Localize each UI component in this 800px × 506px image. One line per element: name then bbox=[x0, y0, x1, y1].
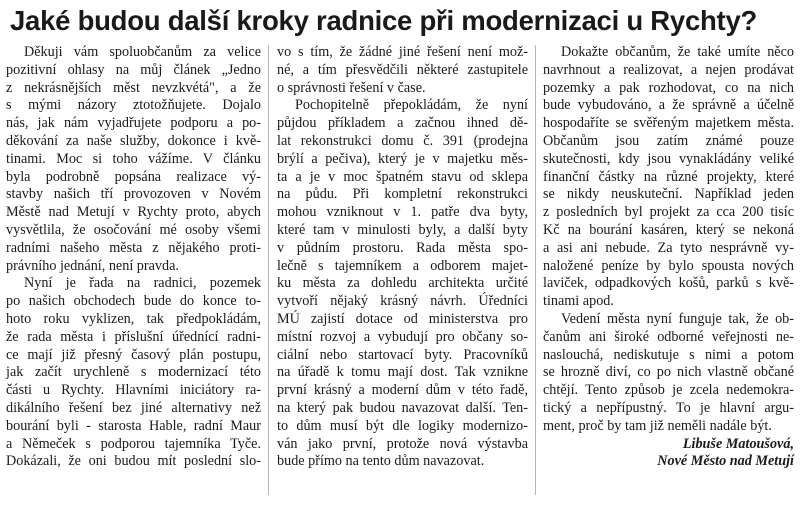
text-line: na půdu. Při kompletní rekonstrukci bbox=[277, 186, 528, 203]
text-line: právního jednání, není pravda. bbox=[6, 257, 179, 274]
text-line: pozemky a pak rozhodovat, co na nich bbox=[543, 79, 794, 96]
text-line: na úřadě k tomu mají dost. Tak vznikne bbox=[277, 364, 528, 381]
text-line: ment, proč by tam již neměli nadále být. bbox=[543, 417, 772, 434]
author-signature: Nové Město nad Metují bbox=[657, 453, 794, 470]
author-signature: Libuše Matoušová, bbox=[682, 435, 794, 452]
text-line: bude vybudováno, a že správně a účelně bbox=[543, 97, 794, 114]
text-line: lat rekonstrukci domu č. 391 (prodejna bbox=[277, 132, 528, 149]
text-line: Nyní je řada na radnici, pozemek bbox=[24, 275, 261, 292]
text-line: bude přímo na tento dům navazovat. bbox=[277, 453, 485, 470]
text-line: MÚ zajistí dotace od ministerstva pro bbox=[277, 310, 528, 327]
text-line: jak začít urychleně s modernizací této bbox=[6, 364, 261, 381]
text-line: byla podrobně popsána realizace vý- bbox=[6, 168, 261, 185]
text-line: brýlí a pečiva), který je v majetku měs- bbox=[277, 150, 528, 167]
text-line: z posledních byl projekt za cca 200 tisíc bbox=[543, 204, 794, 221]
text-line: chtějí. Tento způsob je zcela nedemokra- bbox=[543, 382, 794, 399]
text-line: tinami. Moc si toho vážíme. V článku bbox=[6, 150, 261, 167]
text-line: Městě nad Metují v Rychty proto, abych bbox=[6, 204, 261, 221]
text-line: ván jako první, protože nová výstavba bbox=[277, 435, 528, 452]
text-line: po našich obchodech bude do konce to- bbox=[6, 293, 261, 310]
text-line: hospodaříte se svěřeným majetkem města. bbox=[543, 115, 794, 132]
text-line: první krásný a moderní dům v této řadě, bbox=[277, 382, 528, 399]
text-line: naslouchá, nediskutuje s nimi a potom bbox=[543, 346, 794, 363]
text-line: v půdním prostoru. Rada města spo- bbox=[277, 239, 528, 256]
text-line: děkování za naše služby, dokonce i kvě- bbox=[6, 132, 261, 149]
article-column-2 bbox=[277, 44, 528, 471]
text-line: navrhnout a realizovat, a nejen prodávat bbox=[543, 61, 794, 78]
text-line: z nekrásnějších měst nevzkvétá", a že bbox=[6, 79, 261, 96]
text-line: Vedení města nyní funguje tak, že ob- bbox=[561, 310, 794, 327]
text-line: Dokázali, že oni budou mít poslední slo- bbox=[6, 453, 261, 470]
text-line: části u Rychty. Hlavními iniciátory ra- bbox=[6, 382, 261, 399]
text-line: vytvoří nějaký krásný návrh. Úředníci bbox=[277, 293, 528, 310]
text-line: o správnosti řešení v čase. bbox=[277, 79, 426, 96]
text-line: na který pak budou navazovat další. Ten- bbox=[277, 399, 528, 416]
text-line: stavby našich tří provozoven v Novém bbox=[6, 186, 261, 203]
text-line: vo s tím, že žádné jiné řešení není mož- bbox=[277, 44, 528, 60]
text-line: Dokažte občanům, že také umíte něco bbox=[561, 44, 794, 60]
text-line: to dům musí být dle logiky modernizo- bbox=[277, 417, 528, 434]
text-line: ta a je v moc špatném stavu od sklepa bbox=[277, 168, 528, 185]
text-line: vysvětlila, že osočování mé osoby všemi bbox=[6, 221, 261, 238]
text-line: čanům ani široké odborné veřejnosti ne- bbox=[543, 328, 794, 345]
text-line: né, a tím přesvědčili některé zastupitele bbox=[277, 61, 528, 78]
text-line: ku města za dohledu architekta určité bbox=[277, 275, 528, 292]
text-line: nás, jak nám vyjadřujete podporu a po- bbox=[6, 115, 261, 132]
text-line: mohou vzniknout v 1. patře dva byty, bbox=[277, 204, 528, 221]
text-line: Děkuji vám spoluobčanům za velice bbox=[24, 44, 261, 60]
text-line: skutečnosti, kdy jsou vynakládány veliké bbox=[543, 150, 794, 167]
text-line: a asi ani nebude. Za tyto nesprávně vy- bbox=[543, 239, 794, 256]
text-line: Občanům jsou zatím známé pouze bbox=[543, 132, 794, 149]
article-column-1 bbox=[6, 44, 261, 471]
text-line: se nikdy neuskuteční. Například jeden bbox=[543, 186, 794, 203]
text-line: které tam v minulosti byly, a další byty bbox=[277, 221, 528, 238]
text-line: lečně s tajemníkem a odborem majet- bbox=[277, 257, 528, 274]
article-column-3 bbox=[543, 44, 794, 471]
text-line: Kč na bourání kasáren, který se nekoná bbox=[543, 221, 794, 238]
text-line: dikálního řešení bez jiné alternativy než bbox=[6, 399, 261, 416]
text-line: ciální nebo startovací byty. Pracovníků bbox=[277, 346, 528, 363]
text-line: finanční částky na různé projekty, které bbox=[543, 168, 794, 185]
column-divider bbox=[268, 45, 269, 495]
text-line: bourání byli - starosta Hable, radní Maur bbox=[6, 417, 261, 434]
column-divider bbox=[535, 45, 536, 495]
text-line: ce mají již přesný časový plán postupu, bbox=[6, 346, 261, 363]
text-line: se hrozně diví, co po nich vlastně občané bbox=[543, 364, 794, 381]
article-headline: Jaké budou další kroky radnice při modernizaci u Rychty? bbox=[10, 5, 758, 36]
text-line: místní rozvoj a vybudují pro občany so- bbox=[277, 328, 528, 345]
text-line: tinami apod. bbox=[543, 293, 614, 310]
text-line: laviček, odpadkových košů, parků s kvě- bbox=[543, 275, 794, 292]
text-line: hoto roku vyklizen, tak předpokládám, bbox=[6, 310, 261, 327]
text-line: půjdou příkladem a začnou ihned dě- bbox=[277, 115, 528, 132]
text-line: pozitivní ohlasy na můj článek „Jedno bbox=[6, 61, 261, 78]
text-line: s mými názory ztotožňujete. Dojalo bbox=[6, 97, 261, 114]
text-line: tický a nepřípustný. To je hlavní argu- bbox=[543, 399, 794, 416]
text-line: a Němeček s podporou tajemníka Tyče. bbox=[6, 435, 261, 452]
text-line: naložené peníze by bylo spousta nových bbox=[543, 257, 794, 274]
text-line: radními našeho města z nějakého proti- bbox=[6, 239, 261, 256]
text-line: Pochopitelně přepokládám, že nyní bbox=[295, 97, 528, 114]
text-line: že rada města i příslušní úřednící radni- bbox=[6, 328, 261, 345]
